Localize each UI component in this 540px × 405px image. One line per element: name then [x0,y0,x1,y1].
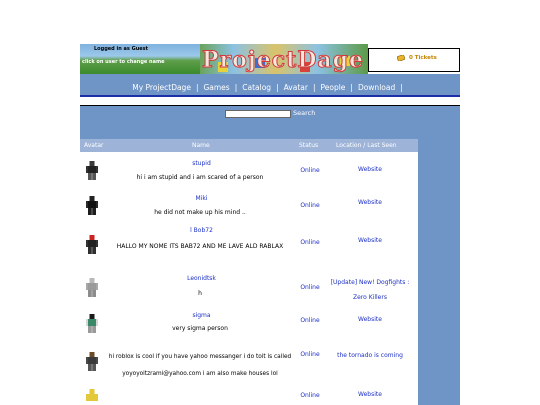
avatar[interactable] [86,161,98,181]
nav-separator: | [400,82,403,92]
table-header [80,139,418,152]
user-name[interactable]: stupid [192,160,211,167]
nav-separator: | [234,82,238,92]
header [80,44,460,75]
table-row [80,273,418,309]
table-row [80,191,418,223]
avatar[interactable] [86,314,98,334]
avatar[interactable] [86,389,98,405]
nav-separator: | [312,82,316,92]
ticket-count: 0 Tickets [409,55,437,61]
avatar[interactable] [86,352,98,372]
nav-avatar[interactable]: Avatar [283,82,308,92]
user-description: h [198,290,202,297]
status: Online [300,239,320,246]
header-status: Status [299,142,319,149]
user-description: HALLO MY NOME ITS BAB72 AND ME LAVE ALD RABLAX [116,243,284,250]
logo-text: ProjectDage [202,47,365,73]
table-row [80,387,418,405]
user-description: hi i am stupid and i am scared of a person [136,174,264,181]
location[interactable]: Website [358,199,382,206]
location[interactable]: Website [358,166,382,173]
avatar[interactable] [86,196,98,216]
location[interactable]: the tornado is coming [337,352,403,359]
user-name[interactable]: l Bob72 [190,227,213,234]
search-button[interactable]: Search [293,109,316,117]
avatar[interactable] [86,235,98,255]
avatar[interactable] [86,278,98,298]
header-avatar: Avatar [84,142,104,149]
user-name[interactable]: Miki [195,195,208,202]
site-logo[interactable] [200,44,368,74]
main-nav [80,78,460,96]
status: Online [300,284,320,291]
location[interactable]: Website [358,237,382,244]
ticket-icon [397,55,405,61]
user-name[interactable]: Leonidtsk [187,275,216,282]
user-description: he did not make up his mind .. [154,209,246,216]
change-name-hint[interactable]: click on user to change name [82,59,165,65]
people-table [80,139,418,405]
status: Online [300,392,320,399]
header-name: Name [192,142,210,149]
table-row [80,225,418,271]
table-row [80,347,418,389]
page-frame [80,44,460,405]
user-panel[interactable] [80,44,200,74]
nav-games[interactable]: Games [203,82,230,92]
nav-separator: | [276,82,279,92]
user-description: very sigma person [172,325,228,332]
user-name[interactable]: sigma [192,312,211,319]
nav-catalog[interactable]: Catalog [242,82,272,92]
location[interactable]: Website [358,316,382,323]
location[interactable]: [Update] New! Dogfights : Zero Killers [330,279,410,301]
subnav-bar [80,97,460,106]
header-location: Location / Last Seen [336,142,397,149]
nav-download[interactable]: Download [357,82,396,92]
search-input[interactable] [225,110,291,118]
tickets-panel [368,48,460,72]
nav-separator: | [195,82,199,92]
nav-separator: | [350,82,353,92]
nav-people[interactable]: People [320,82,346,92]
location[interactable]: Website [358,391,382,398]
table-row [80,310,418,340]
status: Online [300,351,320,358]
status: Online [300,202,320,209]
nav-my-projectdage[interactable]: My ProjectDage [132,82,191,92]
status: Online [300,317,320,324]
status: Online [300,167,320,174]
login-status: Logged in as Guest [94,46,149,52]
table-row [80,156,418,188]
user-description: hi roblox is cool if you have yahoo messanger i do toit is called yoyoyoitzrami@yahoo.com i am also make houses lol [108,354,292,377]
